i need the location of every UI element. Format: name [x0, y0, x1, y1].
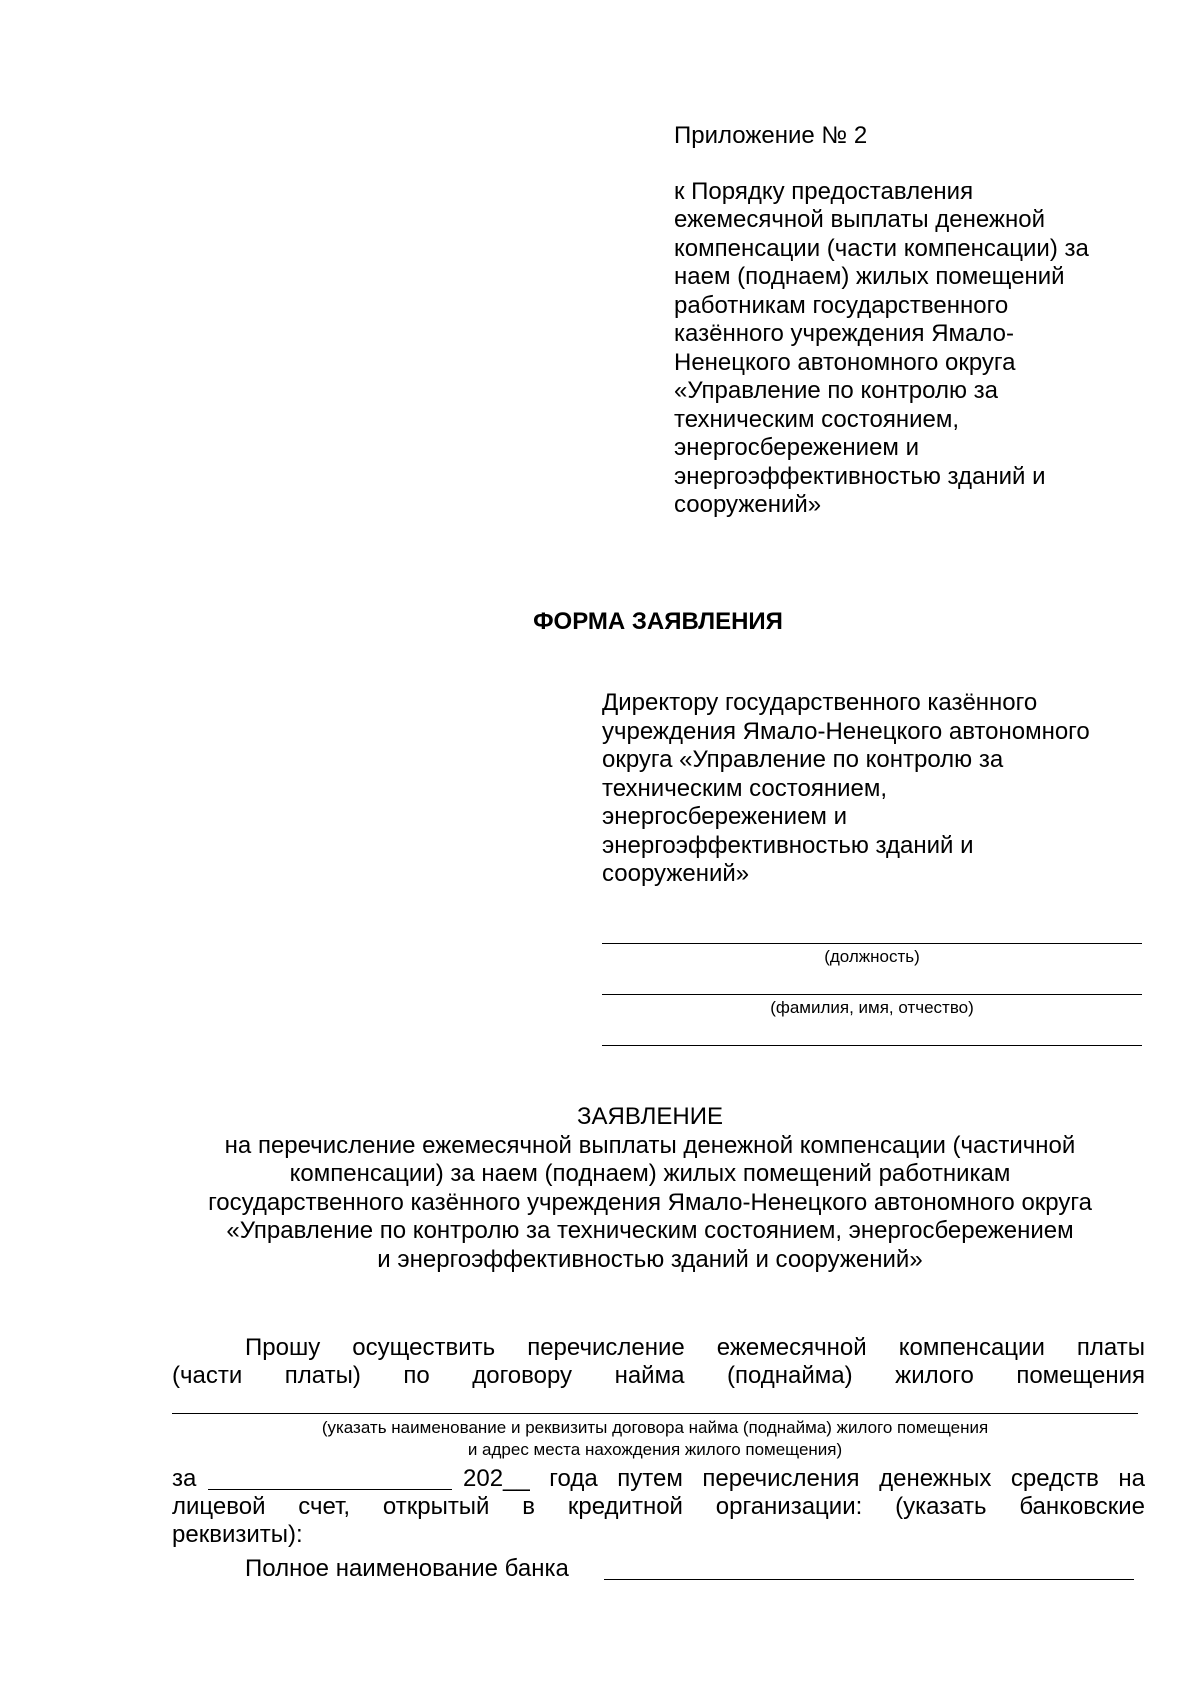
statement-subtitle-line: компенсации) за наем (поднаем) жилых помещений работникам	[289, 1160, 1011, 1187]
form-title: ФОРМА ЗАЯВЛЕНИЯ	[533, 608, 783, 635]
full-name-caption: (фамилия, имя, отчество)	[770, 998, 974, 1017]
appendix-line: «Управление по контролю за	[674, 377, 998, 404]
statement-subtitle-line: государственного казённого учреждения Ямало-Ненецкого автономного округа	[208, 1188, 1092, 1216]
statement-subtitle-line: и энергоэффективностью зданий и сооружений»	[377, 1245, 923, 1273]
appendix-text	[674, 178, 1154, 520]
full-name-field[interactable]	[602, 994, 1142, 995]
addressee-line: техническим состоянием,	[602, 774, 887, 802]
contract-field[interactable]	[172, 1413, 1138, 1414]
appendix-line: энергосбережением и	[674, 434, 920, 461]
appendix-line: техническим состоянием,	[674, 405, 959, 433]
position-field[interactable]	[602, 943, 1142, 944]
addressee-line: энергоэффективностью зданий и	[602, 831, 974, 859]
appendix-line: энергоэффективностью зданий и	[674, 462, 1046, 490]
statement-subtitle-line: на перечисление ежемесячной выплаты денежной компенсации (частичной	[224, 1131, 1076, 1159]
addressee-block	[602, 689, 1162, 889]
statement-title: ЗАЯВЛЕНИЕ	[577, 1103, 723, 1130]
appendix-line: к Порядку предоставления	[674, 177, 974, 205]
statement-header	[170, 1103, 1130, 1274]
addressee-line: энергосбережением и	[602, 803, 848, 830]
contract-caption-line: (указать наименование и реквизиты договора найма (поднайма) жилого помещения	[321, 1418, 989, 1437]
addressee-line: округа «Управление по контролю за	[602, 746, 1004, 773]
body-line-1: Прошу осуществить перечисление ежемесячной компенсации платы	[245, 1334, 1145, 1361]
body-line-2: (части платы) по договору найма (поднайма) жилого помещения	[172, 1362, 1145, 1389]
bank-name-field[interactable]	[604, 1579, 1134, 1580]
period-field[interactable]	[208, 1489, 452, 1490]
za-year-text: 202__ года путем перечисления денежных средств на	[463, 1465, 1145, 1492]
position-caption: (должность)	[824, 947, 920, 966]
appendix-block	[674, 122, 1154, 520]
account-line: лицевой счет, открытый в кредитной организации: (указать банковские	[172, 1493, 1145, 1520]
extra-field[interactable]	[602, 1045, 1142, 1046]
appendix-line: казённого учреждения Ямало-	[674, 320, 1015, 347]
appendix-line: работникам государственного	[674, 291, 1009, 319]
contract-caption	[172, 1417, 1138, 1461]
contract-caption-line: и адрес места нахождения жилого помещения)	[467, 1440, 843, 1459]
appendix-line: наем (поднаем) жилых помещений	[674, 263, 1065, 290]
addressee-line: учреждения Ямало-Ненецкого автономного	[602, 717, 1090, 745]
statement-subtitle-line: «Управление по контролю за техническим состоянием, энергосбережением	[226, 1217, 1074, 1244]
addressee-line: Директору государственного казённого	[602, 689, 1038, 716]
appendix-title: Приложение № 2	[674, 122, 868, 149]
appendix-line: ежемесячной выплаты денежной	[674, 206, 1045, 233]
requisites-line: реквизиты):	[172, 1521, 303, 1548]
appendix-line: Ненецкого автономного округа	[674, 348, 1016, 376]
appendix-line: сооружений»	[674, 491, 822, 518]
bank-label: Полное наименование банка	[245, 1555, 569, 1582]
za-prefix: за	[172, 1465, 197, 1492]
addressee-line: сооружений»	[602, 860, 750, 887]
appendix-line: компенсации (части компенсации) за	[674, 234, 1089, 262]
